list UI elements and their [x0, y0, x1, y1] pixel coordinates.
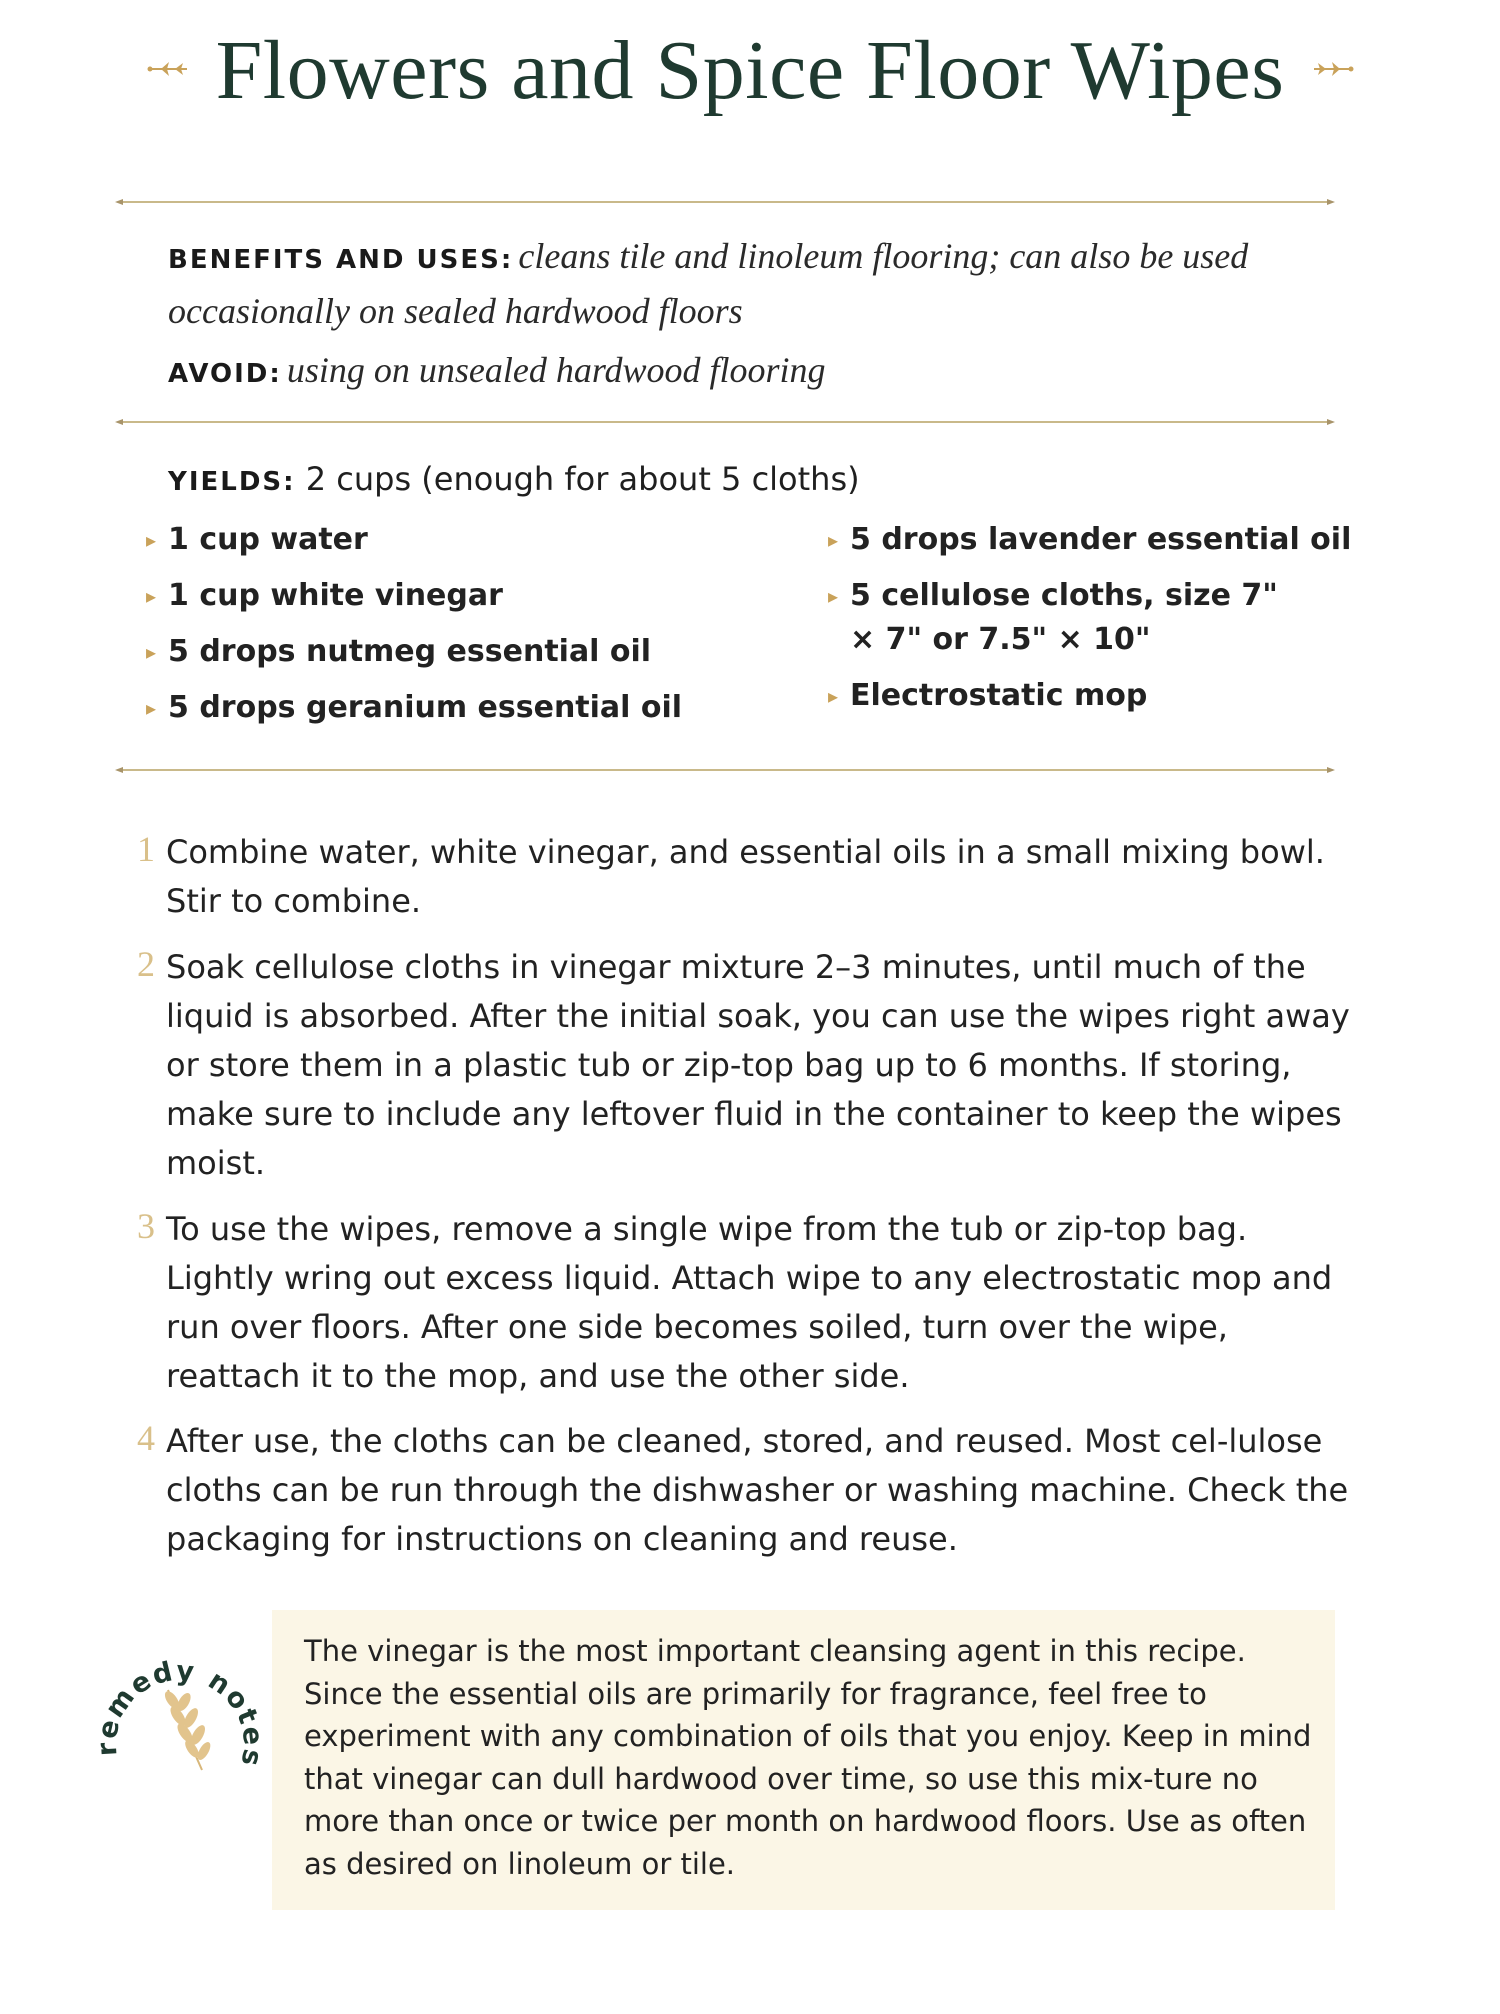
arrow-bullet-icon: ▸ — [146, 696, 157, 720]
avoid-label: AVOID: — [168, 359, 282, 389]
divider-rule — [115, 416, 1335, 428]
ingredient-item: ▸ 5 cellulose cloths, size 7" × 7" or 7.5" × 10" — [828, 574, 1308, 662]
arrow-bullet-icon: ▸ — [828, 528, 839, 552]
ingredient-item: ▸ 5 drops nutmeg essential oil — [146, 630, 651, 674]
benefits-label: BENEFITS AND USES: — [168, 245, 514, 275]
step-text: Soak cellulose cloths in vinegar mixture 2–3 minutes, until much of the liquid is absorbed. After the initial soak, you can use the wipes right away or store them in a plastic tub or zip-top bag up to 6 months. If storing, make sure to include any leftover fluid in the container to keep the wipes moist. — [166, 948, 1350, 1182]
ingredient-item: ▸ 5 drops geranium essential oil — [146, 686, 682, 730]
step-number: 3 — [137, 1206, 155, 1246]
right-flourish-icon — [1308, 58, 1354, 84]
page-title: Flowers and Spice Floor Wipes — [215, 24, 1285, 117]
step-number: 2 — [137, 944, 155, 984]
benefits-text: cleans tile and linoleum flooring; can also be used occasionally on sealed hardwood floors — [168, 236, 1249, 331]
remedy-notes-text: The vinegar is the most important cleansing agent in this recipe. Since the essential oils are primarily for fragrance, feel free to experiment with any combination of oils that you enjoy. Keep in mind that vinegar can dull hardwood over time, so use this mix-ture no more than once or twice per month on hardwood floors. Use as often as desired on linoleum or tile. — [304, 1634, 1312, 1881]
divider-rule — [115, 764, 1335, 776]
ingredient-item: ▸ 1 cup water — [146, 518, 368, 562]
arrow-bullet-icon: ▸ — [146, 528, 157, 552]
ingredient-item: ▸ 1 cup white vinegar — [146, 574, 503, 618]
step-number: 1 — [137, 829, 155, 869]
step-text: After use, the cloths can be cleaned, stored, and reused. Most cel-lulose cloths can be run through the dishwasher or washing machine. Check the packaging for instructions on cleaning and reuse. — [166, 1422, 1349, 1558]
title-row — [0, 22, 1500, 119]
arrow-bullet-icon: ▸ — [828, 684, 839, 708]
left-flourish-icon — [147, 58, 193, 84]
avoid — [168, 346, 1318, 401]
yields-text: 2 cups (enough for about 5 cloths) — [305, 460, 860, 498]
remedy-notes-badge-icon — [90, 1620, 270, 1790]
step-number: 4 — [137, 1418, 155, 1458]
arrow-bullet-icon: ▸ — [146, 640, 157, 664]
step-text: Combine water, white vinegar, and essential oils in a small mixing bowl. Stir to combine. — [166, 833, 1325, 920]
remedy-notes-box — [272, 1610, 1335, 1910]
benefits-and-uses — [168, 232, 1318, 342]
yields-label: YIELDS: — [168, 467, 296, 497]
arrow-bullet-icon: ▸ — [828, 584, 839, 608]
ingredient-item: ▸ Electrostatic mop — [828, 674, 1147, 718]
arrow-bullet-icon: ▸ — [146, 584, 157, 608]
ingredient-item: ▸ 5 drops lavender essential oil — [828, 518, 1351, 562]
svg-text:remedy notes: remedy notes — [91, 1655, 269, 1771]
yields — [168, 460, 860, 498]
step-text: To use the wipes, remove a single wipe from the tub or zip-top bag. Lightly wring out excess liquid. Attach wipe to any electrostatic mop and run over floors. After one side becomes soiled, turn over the wipe, reattach it to the mop, and use the other side. — [166, 1210, 1333, 1395]
divider-rule — [115, 196, 1335, 208]
avoid-text: using on unsealed hardwood flooring — [286, 350, 826, 390]
